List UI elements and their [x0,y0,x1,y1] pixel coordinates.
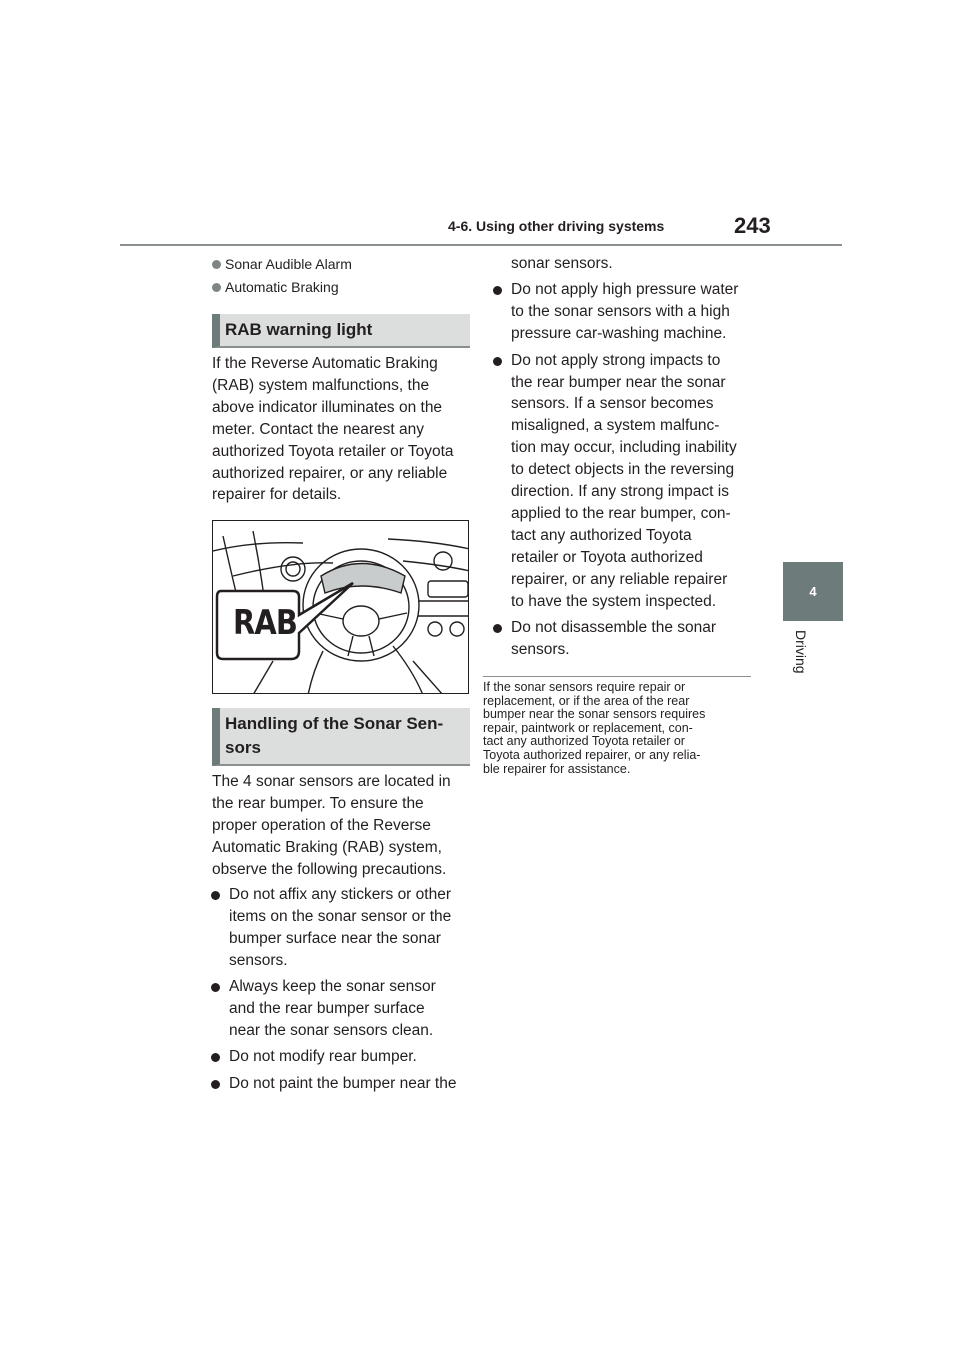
dashboard-figure [212,520,469,694]
repair-note: If the sonar sensors require repair or replacement, or if the area of the rear bumper near the sonar sensors requires repair, paintwork or replacement, con- tact any authorized Toyota retailer or Toyota authorized repairer, or any relia- ble repairer for assistance. [483,680,706,776]
sonar-section-heading: Handling of the Sonar Sen- sors [212,708,470,766]
precaution-list-left [211,884,473,1095]
rab-indicator-label: RAB [233,603,298,643]
header-rule [120,244,842,246]
rab-body: If the Reverse Automatic Braking (RAB) system malfunctions, the above indicator illuminates on the meter. Contact the nearest any authorized Toyota retailer or Toyota authorized repairer, or any reliable repairer for details. [212,355,454,504]
list-item: Do not paint the bumper near the [211,1073,473,1095]
list-item-continuation: sonar sensors. [511,255,613,272]
section-title: 4-6. Using other driving systems [448,218,665,234]
chapter-label-text: Driving [793,630,809,674]
note-rule [483,676,751,677]
sonar-intro: The 4 sonar sensors are located in the rear bumper. To ensure the proper operation of the Reverse Automatic Braking (RAB) system, observe the following precautions. [212,773,451,878]
bullet-icon [212,260,221,269]
rab-section-heading: RAB warning light [212,314,470,348]
list-item: Always keep the sonar sensor and the rear bumper surface near the sonar sensors clean. [211,976,473,1042]
list-item: Do not modify rear bumper. [211,1046,473,1068]
precaution-list-right [493,253,755,661]
list-item: Sonar Audible Alarm [212,256,352,272]
chapter-tab[interactable]: 4 [783,562,843,621]
list-item: Automatic Braking [212,279,339,295]
chapter-label [783,630,843,690]
list-item: Do not apply high pressure water to the sonar sensors with a high pressure car-washing machine. [493,279,755,345]
list-item: Do not disassemble the sonar sensors. [493,617,755,661]
list-item: Do not apply strong impacts to the rear bumper near the sonar sensors. If a sensor becomes misaligned, a system malfunc- tion may occur, including inability to detect objects in the reversing direction. If any strong impact is applied to the rear bumper, con- tact any authorized Toyota retailer or Toyota authorized repairer, or any reliable repairer to have the system inspected. [493,350,755,613]
page-number: 243 [734,213,771,238]
bullet-icon [212,283,221,292]
list-item: Do not affix any stickers or other items on the sonar sensor or the bumper surface near the sonar sensors. [211,884,473,972]
